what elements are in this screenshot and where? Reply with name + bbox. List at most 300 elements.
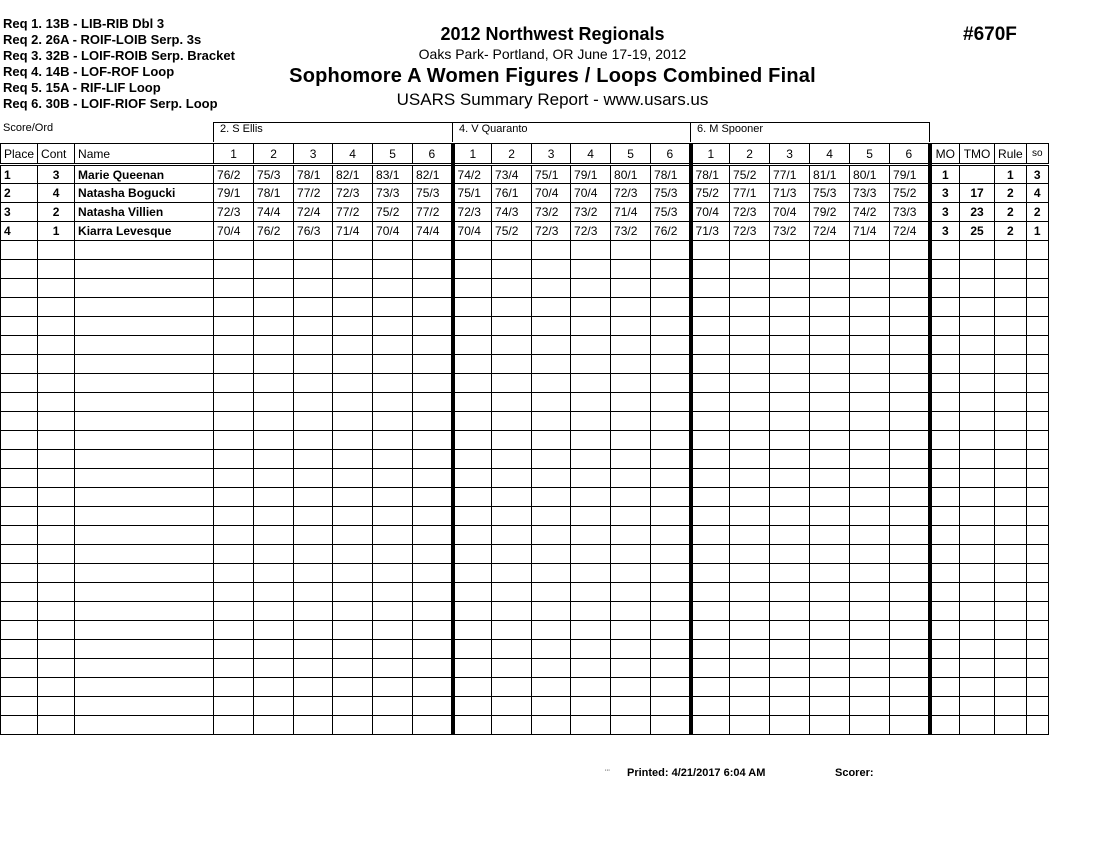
empty-cell bbox=[532, 659, 571, 678]
empty-cell bbox=[960, 298, 995, 317]
empty-cell bbox=[651, 260, 691, 279]
empty-cell bbox=[38, 241, 75, 260]
empty-cell bbox=[995, 621, 1027, 640]
empty-cell bbox=[1, 678, 38, 697]
empty-cell bbox=[294, 545, 333, 564]
empty-cell bbox=[413, 659, 453, 678]
empty-cell bbox=[995, 355, 1027, 374]
col-j1-fig1: 1 bbox=[214, 144, 254, 165]
empty-cell bbox=[691, 488, 730, 507]
empty-cell bbox=[453, 393, 492, 412]
judge-2-figure-5-score: 80/1 bbox=[611, 165, 651, 184]
empty-cell bbox=[254, 279, 294, 298]
empty-cell bbox=[294, 336, 333, 355]
empty-cell bbox=[75, 621, 214, 640]
empty-row bbox=[1, 716, 1049, 735]
col-j2-fig4: 4 bbox=[571, 144, 611, 165]
empty-cell bbox=[38, 621, 75, 640]
empty-cell bbox=[995, 431, 1027, 450]
scorer-label: Scorer: bbox=[835, 767, 874, 779]
empty-row bbox=[1, 317, 1049, 336]
empty-cell bbox=[333, 621, 373, 640]
empty-cell bbox=[810, 602, 850, 621]
mo-cell: 3 bbox=[930, 184, 960, 203]
empty-cell bbox=[1026, 621, 1048, 640]
empty-cell bbox=[214, 393, 254, 412]
empty-cell bbox=[453, 336, 492, 355]
empty-cell bbox=[850, 716, 890, 735]
empty-cell bbox=[571, 431, 611, 450]
empty-cell bbox=[214, 374, 254, 393]
competition-title: 2012 Northwest Regionals bbox=[440, 24, 665, 44]
empty-cell bbox=[373, 336, 413, 355]
empty-cell bbox=[930, 583, 960, 602]
empty-cell bbox=[995, 241, 1027, 260]
judge-3-figure-3-score: 77/1 bbox=[770, 165, 810, 184]
empty-cell bbox=[651, 583, 691, 602]
empty-cell bbox=[413, 716, 453, 735]
empty-cell bbox=[38, 564, 75, 583]
empty-row bbox=[1, 469, 1049, 488]
empty-cell bbox=[995, 564, 1027, 583]
empty-row bbox=[1, 336, 1049, 355]
empty-cell bbox=[214, 621, 254, 640]
empty-cell bbox=[1026, 507, 1048, 526]
empty-cell bbox=[930, 393, 960, 412]
empty-cell bbox=[611, 355, 651, 374]
judge-1-figure-1-score: 70/4 bbox=[214, 222, 254, 241]
empty-cell bbox=[850, 602, 890, 621]
empty-cell bbox=[770, 659, 810, 678]
empty-cell bbox=[38, 374, 75, 393]
empty-cell bbox=[38, 298, 75, 317]
judge-3-figure-1-score: 75/2 bbox=[691, 184, 730, 203]
empty-cell bbox=[995, 545, 1027, 564]
empty-cell bbox=[890, 450, 930, 469]
empty-cell bbox=[38, 260, 75, 279]
empty-cell bbox=[611, 431, 651, 450]
empty-cell bbox=[492, 488, 532, 507]
empty-cell bbox=[995, 469, 1027, 488]
empty-cell bbox=[691, 431, 730, 450]
empty-cell bbox=[333, 260, 373, 279]
empty-cell bbox=[333, 659, 373, 678]
empty-cell bbox=[413, 317, 453, 336]
empty-cell bbox=[930, 621, 960, 640]
empty-cell bbox=[373, 640, 413, 659]
judge-3-figure-5-score: 74/2 bbox=[850, 203, 890, 222]
empty-cell bbox=[730, 317, 770, 336]
empty-cell bbox=[214, 697, 254, 716]
empty-cell bbox=[413, 279, 453, 298]
empty-cell bbox=[960, 507, 995, 526]
empty-cell bbox=[960, 317, 995, 336]
empty-row bbox=[1, 279, 1049, 298]
empty-cell bbox=[1, 583, 38, 602]
empty-cell bbox=[1, 507, 38, 526]
empty-cell bbox=[571, 716, 611, 735]
empty-row bbox=[1, 412, 1049, 431]
empty-cell bbox=[1026, 393, 1048, 412]
empty-cell bbox=[453, 317, 492, 336]
empty-cell bbox=[373, 602, 413, 621]
empty-cell bbox=[730, 697, 770, 716]
judge-2-figure-4-score: 70/4 bbox=[571, 184, 611, 203]
empty-cell bbox=[691, 583, 730, 602]
empty-cell bbox=[413, 374, 453, 393]
empty-cell bbox=[890, 602, 930, 621]
empty-cell bbox=[254, 488, 294, 507]
empty-cell bbox=[611, 450, 651, 469]
empty-cell bbox=[532, 602, 571, 621]
empty-cell bbox=[492, 507, 532, 526]
empty-cell bbox=[691, 602, 730, 621]
empty-cell bbox=[730, 716, 770, 735]
empty-cell bbox=[1, 450, 38, 469]
empty-cell bbox=[730, 659, 770, 678]
empty-cell bbox=[890, 317, 930, 336]
empty-cell bbox=[294, 583, 333, 602]
empty-cell bbox=[214, 564, 254, 583]
empty-cell bbox=[770, 602, 810, 621]
empty-cell bbox=[1026, 336, 1048, 355]
empty-cell bbox=[611, 298, 651, 317]
empty-cell bbox=[254, 336, 294, 355]
judge-3-figure-2-score: 77/1 bbox=[730, 184, 770, 203]
empty-cell bbox=[890, 279, 930, 298]
empty-cell bbox=[890, 298, 930, 317]
empty-cell bbox=[1026, 355, 1048, 374]
empty-cell bbox=[890, 374, 930, 393]
empty-row bbox=[1, 583, 1049, 602]
empty-row bbox=[1, 241, 1049, 260]
empty-cell bbox=[810, 260, 850, 279]
empty-cell bbox=[413, 393, 453, 412]
empty-cell bbox=[254, 545, 294, 564]
empty-cell bbox=[38, 355, 75, 374]
empty-cell bbox=[571, 507, 611, 526]
empty-cell bbox=[492, 374, 532, 393]
empty-cell bbox=[730, 336, 770, 355]
empty-cell bbox=[75, 564, 214, 583]
empty-cell bbox=[38, 317, 75, 336]
empty-cell bbox=[810, 507, 850, 526]
empty-cell bbox=[75, 526, 214, 545]
empty-cell bbox=[294, 659, 333, 678]
empty-cell bbox=[373, 241, 413, 260]
judge-2-figure-5-score: 72/3 bbox=[611, 184, 651, 203]
empty-cell bbox=[413, 355, 453, 374]
empty-cell bbox=[930, 317, 960, 336]
empty-cell bbox=[294, 260, 333, 279]
judge-3-header: 6. M Spooner bbox=[690, 122, 930, 142]
empty-cell bbox=[930, 279, 960, 298]
empty-cell bbox=[960, 431, 995, 450]
empty-cell bbox=[453, 621, 492, 640]
empty-row bbox=[1, 507, 1049, 526]
empty-cell bbox=[38, 431, 75, 450]
empty-cell bbox=[611, 640, 651, 659]
judge-3-figure-4-score: 79/2 bbox=[810, 203, 850, 222]
mo-cell: 1 bbox=[930, 165, 960, 184]
empty-cell bbox=[571, 241, 611, 260]
empty-cell bbox=[611, 260, 651, 279]
requirement-4: Req 4. 14B - LOF-ROF Loop bbox=[3, 64, 175, 79]
col-j1-fig3: 3 bbox=[294, 144, 333, 165]
empty-cell bbox=[38, 526, 75, 545]
empty-cell bbox=[930, 355, 960, 374]
empty-cell bbox=[1026, 450, 1048, 469]
empty-cell bbox=[770, 545, 810, 564]
empty-cell bbox=[413, 412, 453, 431]
empty-cell bbox=[75, 469, 214, 488]
empty-cell bbox=[373, 583, 413, 602]
empty-cell bbox=[571, 374, 611, 393]
table-row bbox=[1, 222, 1049, 241]
empty-cell bbox=[691, 564, 730, 583]
empty-cell bbox=[1026, 469, 1048, 488]
empty-cell bbox=[810, 412, 850, 431]
empty-cell bbox=[770, 583, 810, 602]
empty-cell bbox=[75, 602, 214, 621]
empty-cell bbox=[960, 393, 995, 412]
empty-cell bbox=[995, 507, 1027, 526]
empty-cell bbox=[373, 488, 413, 507]
empty-cell bbox=[571, 621, 611, 640]
empty-cell bbox=[453, 374, 492, 393]
judge-3-figure-3-score: 71/3 bbox=[770, 184, 810, 203]
empty-cell bbox=[333, 602, 373, 621]
empty-cell bbox=[691, 336, 730, 355]
empty-cell bbox=[492, 355, 532, 374]
empty-cell bbox=[850, 545, 890, 564]
empty-cell bbox=[532, 526, 571, 545]
empty-cell bbox=[75, 279, 214, 298]
empty-cell bbox=[810, 393, 850, 412]
empty-cell bbox=[333, 678, 373, 697]
empty-cell bbox=[770, 450, 810, 469]
empty-cell bbox=[960, 640, 995, 659]
empty-cell bbox=[890, 431, 930, 450]
judge-1-figure-5-score: 83/1 bbox=[373, 165, 413, 184]
empty-cell bbox=[1026, 374, 1048, 393]
empty-cell bbox=[214, 279, 254, 298]
empty-cell bbox=[930, 260, 960, 279]
empty-cell bbox=[770, 279, 810, 298]
empty-cell bbox=[214, 355, 254, 374]
empty-cell bbox=[38, 545, 75, 564]
empty-cell bbox=[214, 526, 254, 545]
empty-cell bbox=[651, 526, 691, 545]
empty-cell bbox=[333, 412, 373, 431]
empty-cell bbox=[890, 336, 930, 355]
empty-cell bbox=[890, 526, 930, 545]
empty-cell bbox=[691, 659, 730, 678]
empty-cell bbox=[492, 659, 532, 678]
empty-cell bbox=[75, 393, 214, 412]
empty-cell bbox=[810, 336, 850, 355]
empty-cell bbox=[730, 678, 770, 697]
empty-cell bbox=[930, 469, 960, 488]
empty-cell bbox=[810, 526, 850, 545]
empty-cell bbox=[453, 488, 492, 507]
empty-row bbox=[1, 298, 1049, 317]
empty-cell bbox=[294, 241, 333, 260]
empty-cell bbox=[1, 336, 38, 355]
empty-cell bbox=[1, 469, 38, 488]
table-row bbox=[1, 203, 1049, 222]
empty-cell bbox=[691, 526, 730, 545]
empty-cell bbox=[1, 374, 38, 393]
empty-cell bbox=[492, 260, 532, 279]
empty-cell bbox=[1026, 659, 1048, 678]
empty-cell bbox=[254, 659, 294, 678]
empty-cell bbox=[333, 431, 373, 450]
empty-cell bbox=[730, 298, 770, 317]
empty-cell bbox=[294, 317, 333, 336]
empty-cell bbox=[75, 678, 214, 697]
empty-cell bbox=[571, 564, 611, 583]
empty-cell bbox=[850, 336, 890, 355]
empty-cell bbox=[492, 697, 532, 716]
empty-cell bbox=[770, 431, 810, 450]
empty-cell bbox=[960, 355, 995, 374]
empty-row bbox=[1, 393, 1049, 412]
judge-1-figure-3-score: 76/3 bbox=[294, 222, 333, 241]
empty-cell bbox=[850, 260, 890, 279]
empty-cell bbox=[413, 621, 453, 640]
empty-cell bbox=[413, 697, 453, 716]
empty-cell bbox=[611, 412, 651, 431]
empty-cell bbox=[770, 526, 810, 545]
empty-cell bbox=[571, 298, 611, 317]
empty-cell bbox=[995, 678, 1027, 697]
empty-cell bbox=[1026, 260, 1048, 279]
empty-cell bbox=[770, 716, 810, 735]
empty-cell bbox=[1026, 412, 1048, 431]
empty-cell bbox=[214, 678, 254, 697]
empty-cell bbox=[890, 640, 930, 659]
empty-cell bbox=[810, 640, 850, 659]
empty-cell bbox=[75, 298, 214, 317]
empty-cell bbox=[890, 621, 930, 640]
judge-2-figure-1-score: 75/1 bbox=[453, 184, 492, 203]
empty-cell bbox=[960, 678, 995, 697]
empty-cell bbox=[532, 678, 571, 697]
empty-cell bbox=[571, 260, 611, 279]
empty-cell bbox=[532, 317, 571, 336]
judge-2-figure-4-score: 72/3 bbox=[571, 222, 611, 241]
empty-cell bbox=[75, 583, 214, 602]
empty-cell bbox=[995, 640, 1027, 659]
empty-cell bbox=[373, 450, 413, 469]
empty-cell bbox=[810, 241, 850, 260]
empty-cell bbox=[214, 545, 254, 564]
empty-cell bbox=[930, 488, 960, 507]
empty-cell bbox=[651, 659, 691, 678]
judge-1-figure-4-score: 72/3 bbox=[333, 184, 373, 203]
empty-cell bbox=[532, 279, 571, 298]
tmo-cell: 23 bbox=[960, 203, 995, 222]
empty-cell bbox=[691, 317, 730, 336]
empty-cell bbox=[810, 564, 850, 583]
empty-cell bbox=[960, 564, 995, 583]
empty-cell bbox=[254, 412, 294, 431]
judge-2-figure-6-score: 78/1 bbox=[651, 165, 691, 184]
empty-cell bbox=[214, 412, 254, 431]
empty-cell bbox=[254, 317, 294, 336]
empty-cell bbox=[294, 621, 333, 640]
judge-2-figure-6-score: 75/3 bbox=[651, 184, 691, 203]
empty-cell bbox=[38, 640, 75, 659]
empty-cell bbox=[930, 374, 960, 393]
empty-cell bbox=[254, 507, 294, 526]
empty-cell bbox=[413, 469, 453, 488]
empty-cell bbox=[960, 526, 995, 545]
empty-row bbox=[1, 431, 1049, 450]
printed-timestamp: Printed: 4/21/2017 6:04 AM bbox=[627, 767, 766, 779]
empty-cell bbox=[651, 716, 691, 735]
empty-cell bbox=[651, 564, 691, 583]
empty-cell bbox=[651, 298, 691, 317]
empty-cell bbox=[413, 583, 453, 602]
empty-cell bbox=[75, 431, 214, 450]
empty-cell bbox=[890, 659, 930, 678]
empty-cell bbox=[770, 298, 810, 317]
empty-cell bbox=[254, 393, 294, 412]
judge-2-figure-4-score: 73/2 bbox=[571, 203, 611, 222]
empty-cell bbox=[1, 602, 38, 621]
empty-cell bbox=[214, 602, 254, 621]
empty-cell bbox=[492, 678, 532, 697]
empty-cell bbox=[810, 678, 850, 697]
empty-cell bbox=[532, 241, 571, 260]
empty-cell bbox=[1026, 431, 1048, 450]
empty-cell bbox=[571, 583, 611, 602]
col-j1-fig4: 4 bbox=[333, 144, 373, 165]
judge-3-figure-1-score: 71/3 bbox=[691, 222, 730, 241]
empty-cell bbox=[214, 450, 254, 469]
competition-location: Oaks Park- Portland, OR June 17-19, 2012 bbox=[418, 46, 687, 62]
rule-cell: 2 bbox=[995, 184, 1027, 203]
col-j3-fig4: 4 bbox=[810, 144, 850, 165]
empty-cell bbox=[214, 659, 254, 678]
mo-cell: 3 bbox=[930, 203, 960, 222]
empty-cell bbox=[492, 602, 532, 621]
empty-cell bbox=[930, 545, 960, 564]
empty-cell bbox=[1026, 317, 1048, 336]
empty-cell bbox=[294, 393, 333, 412]
empty-cell bbox=[571, 488, 611, 507]
empty-cell bbox=[1, 697, 38, 716]
empty-cell bbox=[492, 469, 532, 488]
empty-cell bbox=[294, 507, 333, 526]
empty-cell bbox=[413, 241, 453, 260]
empty-cell bbox=[770, 469, 810, 488]
empty-cell bbox=[373, 393, 413, 412]
empty-cell bbox=[413, 336, 453, 355]
empty-cell bbox=[532, 374, 571, 393]
empty-cell bbox=[730, 621, 770, 640]
empty-cell bbox=[611, 374, 651, 393]
judge-1-figure-4-score: 71/4 bbox=[333, 222, 373, 241]
empty-cell bbox=[611, 526, 651, 545]
empty-cell bbox=[1026, 716, 1048, 735]
empty-cell bbox=[571, 678, 611, 697]
empty-cell bbox=[770, 241, 810, 260]
empty-cell bbox=[1026, 640, 1048, 659]
empty-cell bbox=[453, 545, 492, 564]
